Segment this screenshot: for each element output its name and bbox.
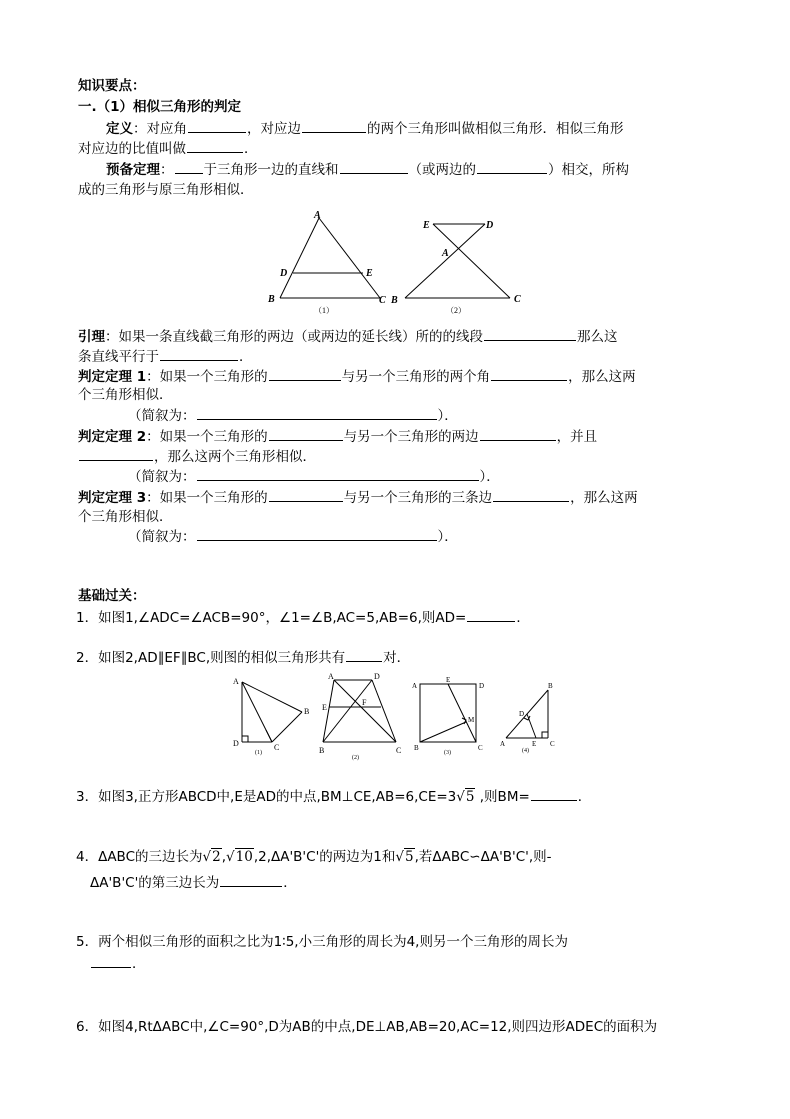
question-2: 2．如图2,AD∥EF∥BC,则图的相似三角形共有 对． — [76, 650, 411, 666]
f4-caption: (4) — [522, 748, 529, 754]
f3-label-a: A — [412, 682, 418, 690]
f2-label-e: E — [322, 703, 327, 712]
fig2-label-a: A — [442, 248, 449, 259]
f3-label-m: M — [468, 716, 475, 724]
theorem2-line2: ，那么这两个三角形相似． — [78, 447, 316, 467]
question-1: 1．如图1,∠ADC=∠ACB=90°，∠1=∠B,AC=5,AB=6,则AD= ． — [76, 610, 530, 626]
f2-caption: (2) — [352, 755, 359, 761]
f3-label-c: C — [478, 744, 483, 752]
question-3: 3．如图3,正方形ABCD中,E是AD的中点,BM⊥CE,AB=6,CE=3√5 ,则BM= ． — [76, 789, 592, 805]
fig1-label-b: B — [268, 294, 275, 305]
lemma-line1: 引理：如果一条直线截三角形的两边（或两边的延长线）所的的线段 那么这 — [78, 329, 618, 345]
prep-theorem-line2: 成的三角形与原三角形相似． — [78, 182, 254, 198]
fig2-label-c: C — [514, 294, 521, 305]
question-6: 6．如图4,RtΔABC中,∠C=90°,D为AB的中点,DE⊥AB,AB=20,AC=12,则四边形ADEC的面积为 — [76, 1019, 658, 1035]
part1-heading: 一.（1）相似三角形的判定 — [78, 99, 242, 115]
theorem2-abbr: （简叙为： ）． — [128, 469, 500, 485]
f1-label-d: D — [233, 739, 239, 748]
f3-label-e: E — [446, 676, 451, 684]
figure-row-1 — [242, 682, 302, 742]
figure-2 — [405, 224, 510, 298]
f4-label-e: E — [532, 740, 537, 748]
question-5-line1: 5．两个相似三角形的面积之比为1∶5,小三角形的周长为4,则另一个三角形的周长为 — [76, 934, 568, 950]
theorem3-line1: 判定定理 3：如果一个三角形的 与另一个三角形的三条边 ，那么这两 — [78, 490, 638, 506]
definition-line1: 定义：对应角 ，对应边 的两个三角形叫做相似三角形．相似三角形 — [106, 121, 624, 137]
theorem3-abbr: （简叙为： ）． — [128, 529, 458, 545]
f1-label-c: C — [274, 743, 280, 752]
theorem2-line1: 判定定理 2：如果一个三角形的 与另一个三角形的两边 ，并且 — [78, 429, 598, 445]
figure-1 — [280, 218, 380, 298]
fig2-label-b: B — [391, 295, 398, 306]
f3-label-d: D — [479, 682, 485, 690]
question-4-line1: 4．ΔABC的三边长为√2,√10,2,ΔA'B'C'的两边为1和√5,若ΔABC∽ΔA'B'C',则- — [76, 849, 552, 865]
question-5-line2: ． — [90, 954, 146, 974]
theorem3-line2: 个三角形相似． — [78, 509, 173, 525]
f3-label-b: B — [414, 744, 419, 752]
fig2-label-e: E — [423, 220, 430, 231]
prep-theorem-line1: 预备定理： 于三角形一边的直线和 （或两边的 ）相交，所构 — [106, 162, 629, 178]
f2-label-c: C — [396, 746, 402, 755]
fig1-caption: （1） — [314, 306, 334, 315]
fig1-label-c: C — [379, 295, 386, 306]
section-title: 知识要点： — [78, 78, 146, 94]
figure-row-4 — [506, 690, 548, 738]
theorem1-line2: 个三角形相似． — [78, 387, 173, 403]
f4-label-c: C — [550, 740, 555, 748]
fig2-label-d: D — [486, 220, 494, 231]
figure-row-2 — [323, 680, 396, 742]
figure-top — [260, 206, 540, 318]
fig2-caption: （2） — [446, 306, 466, 315]
theorem1-line1: 判定定理 1：如果一个三角形的 与另一个三角形的两个角 ，那么这两 — [78, 369, 636, 385]
f1-caption: (1) — [255, 750, 262, 756]
figure-row-3 — [420, 684, 476, 742]
basic-title: 基础过关： — [78, 588, 146, 604]
f1-label-a: A — [233, 677, 239, 686]
f2-label-f: F — [362, 698, 367, 707]
lemma-line2: 条直线平行于 ． — [78, 349, 253, 365]
f4-label-a: A — [500, 740, 506, 748]
f4-label-d: D — [519, 710, 525, 718]
f3-caption: (3) — [444, 750, 451, 756]
f2-label-a: A — [328, 672, 334, 681]
definition-line2: 对应边的比值叫做 ． — [78, 141, 258, 157]
theorem1-abbr: （简叙为： ）． — [128, 408, 458, 424]
question-4-line2: ΔA'B'C'的第三边长为 ． — [90, 875, 297, 891]
f2-label-b: B — [319, 746, 325, 755]
f4-label-b: B — [548, 682, 553, 690]
f2-label-d: D — [374, 672, 380, 681]
fig1-label-a: A — [314, 210, 321, 221]
figure-row — [226, 670, 566, 762]
fig1-label-d: D — [280, 268, 288, 279]
fig1-label-e: E — [366, 268, 373, 279]
f1-label-b: B — [304, 707, 310, 716]
